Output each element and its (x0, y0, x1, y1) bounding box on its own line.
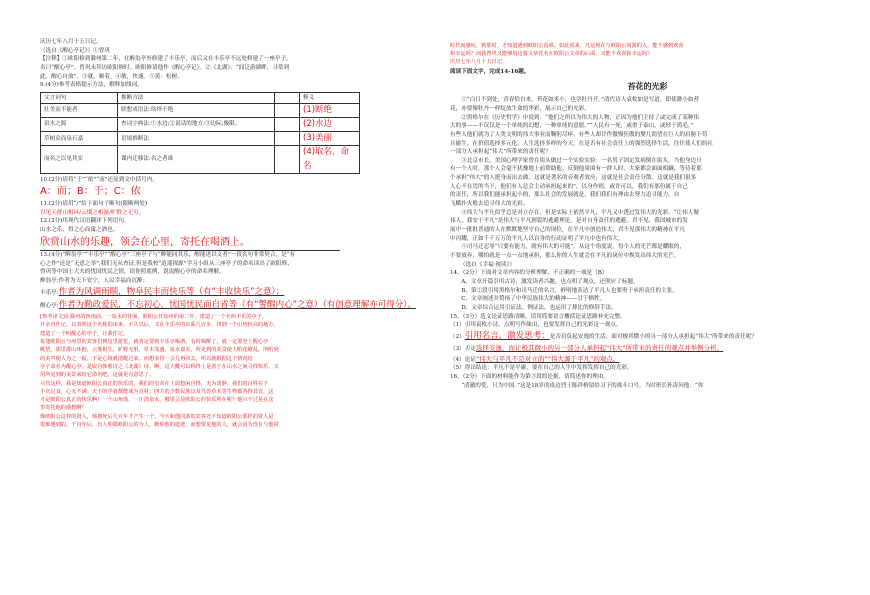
table-cell: 查词字典法:①水边;②说话的地方;③边际;极限。 (118, 118, 275, 132)
xingxin-answer-line (40, 299, 432, 312)
article-line: 飞蛾扑火般去追寻伟大的光彩。 (450, 201, 529, 208)
article-line: 个承担“伟大”的人挺身而出去做。这就是著名的旁观者效应，这就是社会责任分散。这就是我们很多 (450, 175, 697, 182)
q15-item-5: （5）得出结论：平凡不是平庸，要在自己的人生中发挥发挥自己的光彩。 (450, 365, 633, 372)
fengle-label: 丰乐亭: (40, 289, 59, 296)
note-line: 【注释】①欧阳修到滁州第二年，在醉翁亭外修建了丰乐亭，而后又在丰乐亭不远处修建了一座亭子， (40, 56, 292, 63)
table-cell: 壮美而不能者 (41, 103, 118, 117)
question-9: 9.(4分)参考表格提示方法，解释加线词。 (40, 82, 143, 89)
q15-answer-2-rest: 是否肩负起安逸的生活，面对极其微小的另一部分人承担起“伟大”所带来的责任呢？ (549, 333, 757, 340)
question-10: 10.(2分)请将“于”“依”“而”还原到文中括号内。 (40, 176, 158, 183)
table-cell (275, 132, 300, 146)
source-line: （选自《醒心亭记》）①曾巩 (40, 47, 110, 54)
table-cell: 语境推断法 (118, 132, 275, 146)
article-line: 有些人他们就为了人类文明的伟大事业而鞠躬尽瘁，有些人却甘作傲慢狂傲的婴儿渴望在巨人的肩膀下苟 (450, 131, 708, 138)
article-line: 花，亦要像牡丹一样绽放生命的华彩，展示自己的光彩。 (450, 105, 590, 112)
q15-item-3 (450, 343, 845, 354)
question-16: 16、（2分）下面的材料能作为第③段的论据，请简述你的理由。 (450, 374, 609, 381)
article-line: 大的事——不仅仅是一个单纯的幻想，一种单纯的意愿。”“人民有一死，或重于泰山，或轻于鸿毛。” (450, 123, 694, 130)
translation-line: 的美声使人为之一振。于是心境就清醒过来，而想多待一会儿再回去。所以就根据这个情况给 (40, 355, 253, 362)
answer-12: 欣赏山水的乐趣，领会在心里，寄托在喝酒上。 (40, 235, 340, 252)
fengle-answer: 作者为风调雨顺，物阜民丰而快乐等（有“丰收快乐”之意）； (58, 286, 285, 297)
q15-item-2 (450, 330, 845, 343)
article-body (450, 96, 845, 260)
article-line: 的责任，所以我们能承担起小的，那么社会的发展就是，我们我们有理由去努力追寻能力。自 (450, 192, 680, 199)
table-row (41, 103, 360, 117)
translation-line: 每逢欧阳公与州里的宾客们到这里游览，就肯定要到丰乐亭喝酒。有时喝醉了，就一定要登上醒心亭 (40, 338, 269, 345)
table-cell-answer: (2)水边 (300, 118, 360, 132)
table-cell-answer: (3)美丽 (300, 132, 360, 146)
article-line: ③北京市长，美国心理学家曾在街头做过一个实验实验：一名男子固定发病倒在街头，当他身边只 (461, 157, 702, 164)
translation-continued (450, 42, 845, 66)
q16-material: “清澈的爱，只为中国。”这是18岁的戍边烈士陈祥榕留给习下的战斗口号。当时班长孙涛问他：“你 (461, 382, 704, 389)
translation-line: 尽管这样，我是知道欧阳公真正的快乐的。我们的皇帝在上面悠闲自得，无为清静；我们的百姓在下 (40, 380, 269, 387)
question-14: 14、（2分）下面对文章内容的分析理解，不正确的一项是（B） (450, 270, 608, 277)
xingxin-answer: 作者为勤政爱民，不忘初心，忧国忧民而自省等（有“警醒内心”之意）（有创意理解亦可得分）。 (58, 299, 416, 310)
right-column (450, 42, 845, 390)
table-cell: 联想成语法:络绎不绝 (118, 103, 275, 117)
note-line: 此，醒心自放”。③就，顺着。④敏，快速。⑤黄：松树。 (40, 73, 183, 80)
table-header-row (41, 92, 360, 103)
table-row (41, 146, 360, 173)
table-cell: 草树众而泉石嘉 (41, 132, 118, 146)
article-line: ⑤司马迁忍辱“只要有能力，就有伟大的可能”。从这个角度说，每个人的光芒都是耀眼的， (461, 244, 686, 251)
article-line: 展中一批批普通的人在默默地坚守自己的岗位，在平凡中创造伟大；君不见那伟大的精神在平凡 (450, 227, 685, 234)
translation-line: 丰衣足食，心无不满；天下的学者都能成为良材；四方的少数民族以及鸟兽草木等生物都各得其宜，这 (40, 388, 274, 395)
table-cell (275, 146, 300, 173)
translation-line: 庆历七年八月十五日记。 (450, 59, 508, 66)
article-line: 一部分人承担起“伟大”所带来的责任呢？ (450, 149, 551, 156)
article-line: ①“白日不到处，青春恰自来。苔花如米小，也学牡丹开。”清代诗人袁枚如是写道。即使渺小如苔 (461, 97, 700, 104)
table-cell: 而名之以见其实 (41, 146, 118, 173)
table-cell (275, 118, 300, 132)
q15-item-number: （4）论证 (450, 356, 476, 363)
table-row (41, 118, 360, 132)
table-cell-answer: (1)断绝 (300, 103, 360, 117)
table-cell: 泉水之源 (41, 118, 118, 132)
fengle-answer-line (40, 286, 432, 299)
article-line: 有一个人时，那个人会毫不犹豫地上前帮助他。反倒他周围有一群人时，大家都会面面相觑，等待着那 (450, 166, 702, 173)
article-line: 且偷生。在价值选择多元化，人生选择多样的今天，在是否有社会责任上的强烈选择生活，往往使人们的社 (450, 140, 713, 147)
question-12: 12.(2分)用现代汉语翻译下列语句。 (40, 218, 130, 225)
table-cell: 课内迁移法:名之者谁 (118, 146, 275, 173)
question-12-text: 山水之乐，得之心而寓之酒也。 (40, 226, 119, 233)
xingxin-label: 醒心亭: (40, 302, 59, 309)
question-11: 11.(2分)请用“/”给下面句子断句(限断两处) (40, 200, 148, 207)
note-line: 名曰“醒心亭”。曾巩未拜访欧阳修时。欧阳修请他作《醒心亭记》。②《北湖》：“间泛游湖畔，寻常到 (40, 64, 290, 71)
vocab-table (40, 92, 360, 174)
table-header: 推断方法 (118, 92, 275, 103)
article-line: 伟人，我安于平凡”是伟大与平凡割裂的逃避理论，是对自身责任的逃避。君不见，我国城市的发 (450, 218, 688, 225)
table-row (41, 132, 360, 146)
translation-line: 里寄托他的感想啊！ (40, 405, 87, 412)
article-source: （选自《幸福·视读》） (460, 261, 515, 268)
q15-answer-2: 引用名言，激发思考： (464, 330, 550, 341)
q15-answer-4: “伟大与平凡不是对立的”“伟大源于平凡”的观点。 (475, 354, 620, 363)
option-a: A、文章开篇引用古诗，激发读者兴趣，也点明了观点，还照应了标题。 (461, 279, 639, 286)
translation-line: 眺望。那里群山环抱，云雾相生，旷野无垠，草木茂盛，泉水嘉美，所见到的美景使人眼花缭乱，所听到 (40, 347, 279, 354)
translation-line: 建造了一个叫醒心的亭子，让我作记。 (40, 330, 129, 337)
q15-item-4 (450, 354, 845, 365)
question-13: 醉翁亭:作者为天下安宁，人民幸福而沉醉； (40, 278, 149, 285)
table-header: 释义 (300, 92, 360, 103)
translation-block (40, 313, 432, 429)
question-13: 曾巩等中国士大夫的忧国忧民之情，请你照底例，说说醒心亭的命名理解。 (40, 269, 225, 276)
option-b: B、第②段引用黑格尔和司马迁的名言，鲜明地表达了平凡人也要勇于承担责任的主张。 (461, 287, 678, 294)
q15-answer-3: 选择安逸，而让极其微小的另一部分人承担起“伟大”所带来的责任的观点并举例分析。 (475, 344, 724, 353)
translation-line: 亭子命名为醒心亭，是取自韩愈诗之《北湖》诗。啊，这大概可以称得上是善于在山水之间寻找快乐，又 (40, 363, 279, 370)
question-13: 心之作”还是“无意之举”,我们无从查证,但是我校“逍遥探源”学习小组从三座亭子的命名读出了欧阳修、 (40, 260, 293, 267)
question-13: 13.(4分)“醉翁亭”“丰乐亭”“醒心亭”三座亭子与“醉能同其乐，醒能述以文者”一段名句非常契合，是“有 (40, 252, 296, 259)
section-title: 阅读下面文字，完成14-16题。 (450, 69, 530, 76)
table-header (275, 92, 300, 103)
table-header: 文言词句 (41, 92, 118, 103)
translation-line: 和幸运吗？而我曾巩又能够用这篇文章托名在欧阳公文章的后面，又能不欢喜和幸运吗？ (450, 51, 653, 58)
q15-item-number: （2） (450, 333, 465, 340)
table-cell-answer: (4)取名，命名 (300, 146, 360, 173)
left-column (40, 38, 432, 429)
translation-line: 用所见到的美景来给它命名吧。这就更有意思了。 (40, 372, 155, 379)
option-d: D、文章综合运用引证法、例证法，也运用了排比的修辞手法。 (461, 304, 617, 311)
date-line: 庆历七年八月十五日记。 (40, 39, 102, 45)
translation-line: 像欧阳公这样的贤人，韩愈死后几百年才产生一个。今天和他同游的宾客还不知道欧阳公那样的贤人是 (40, 413, 274, 420)
translation-line: 并亲自作记，以表明这个名称的由来。不久以后，又在丰乐亭的东面几百步，找到一个山势较高的地方， (40, 322, 279, 329)
answer-11: 以见天群山相环/云烟之相滋/旷野之无穷。 (40, 209, 145, 216)
article-line: 中闪耀，正如千千万万的平凡人以自身的行动证明了平凡中也有伟大。 (450, 235, 624, 242)
q15-item-number: （3）否定 (450, 346, 476, 353)
q15-item-1: （1）引用袁枚小诗，点明写作缘由，也要发挥自己的光彩这一观点。 (450, 322, 622, 329)
option-c: C、文章阐述并赞扬了中华民族伟大的精神——甘于牺牲。 (461, 296, 606, 303)
translation-line: 很难遇到的。千百年后，有人仰慕欧阳公的为人，瞻仰他的遗迹，而想要见他的人，就会因为没有与他同 (40, 422, 279, 429)
question-15: 15、（3分）选文论证思路清晰，请用简要语言概括论证思路补充完整。 (450, 313, 626, 320)
article-line: ②黑格尔在《历史哲学》中说到：“他们之所以为伟大的人物，正因为他们主持了或完成了某种伟 (461, 114, 699, 121)
table-cell (275, 103, 300, 117)
article-title: 苔花的光彩 (627, 80, 668, 91)
article-line: ④伟大与平凡似乎总是对立存在，但是实际上依然平凡，平凡又中透过发伟大的光彩。“让伟人做 (461, 209, 699, 216)
translation-line: 才是欧阳公真正的快乐啊！一个山角落，一汪清泉水，哪里会是欧阳公的快乐所在呢？他只不过是在这 (40, 397, 274, 404)
answer-10: A：而；B：于；C：依 (40, 186, 141, 198)
article-line: 人心不在焉的当下，他们有人总会主动承担起来的”，以身作则，或许可以，我们有那份属于自己 (450, 183, 688, 190)
translation-line: [参考译文]在滁州的西南面，一泉水的背面，欧阳公任知州的第二年，建造了一个名叫丰乐的亭子， (40, 314, 268, 321)
article-line: 不要放弃，哪怕就是一点一点地承担，那么你的人生就会在平凡的岗位中焕发出伟大的光芒。 (450, 253, 680, 260)
translation-line: 时代而感叹，到那时，才知道遇到欧阳公真难。如此说来，凡是现在与欧阳公同游的人，能不感到欢喜 (450, 43, 684, 49)
